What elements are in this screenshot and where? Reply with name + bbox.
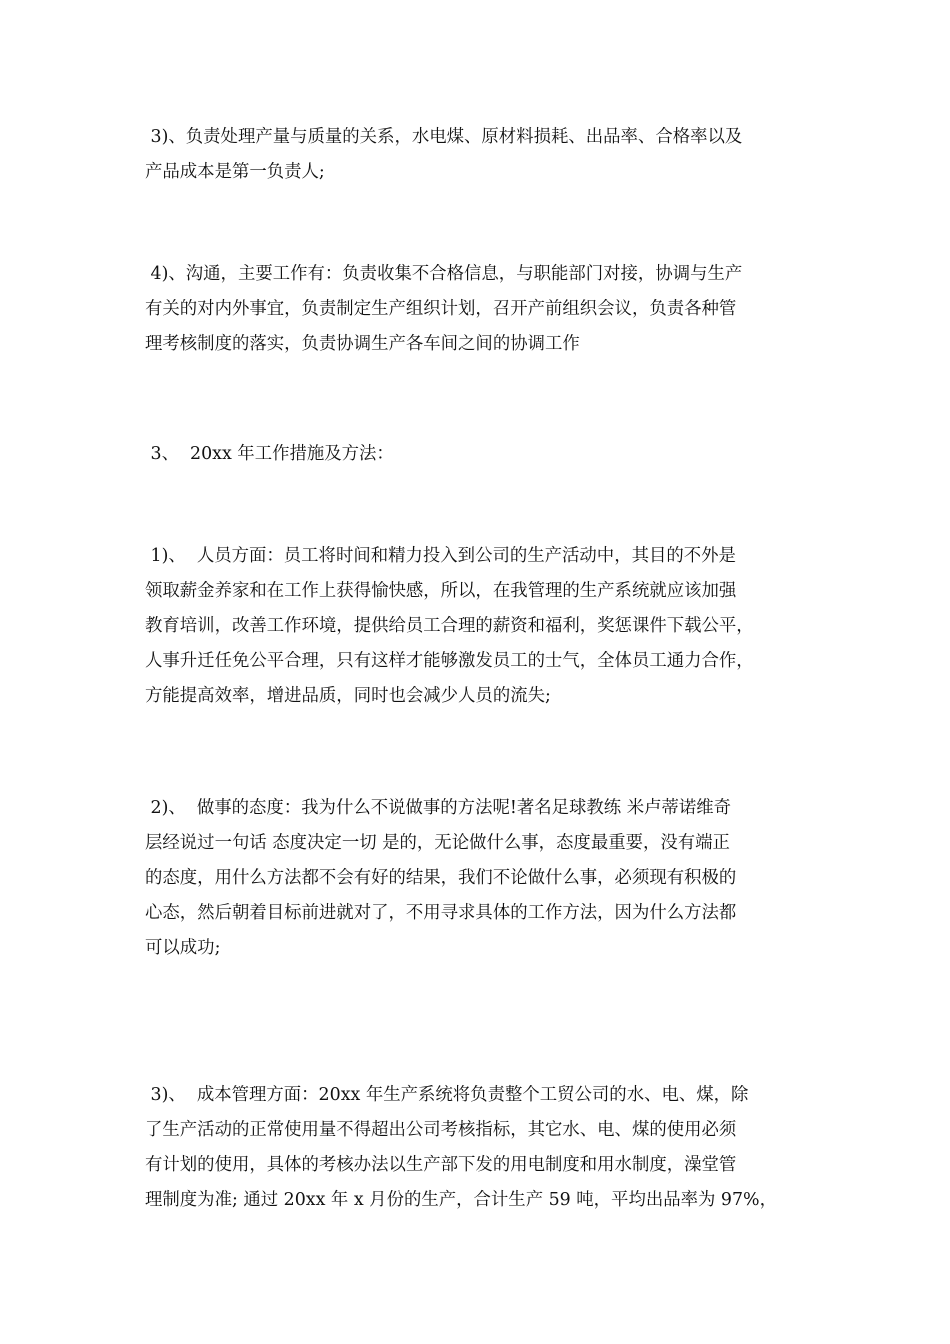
paragraph-4-communication [145,257,815,362]
text-line: 理制度为准; 通过 20xx 年 x 月份的生产，合计生产 59 吨，平均出品率为 97%， [145,1190,777,1210]
text-line: 产品成本是第一负责人; [145,162,325,182]
text-line: 方能提高效率，增进品质，同时也会减少人员的流失; [145,686,551,706]
text-line: 1)、 人员方面：员工将时间和精力投入到公司的生产活动中，其目的不外是 [145,546,736,566]
text-line: 的态度，用什么方法都不会有好的结果，我们不论做什么事，必须现有积极的 [145,868,737,888]
text-line: 领取薪金养家和在工作上获得愉快感，所以，在我管理的生产系统就应该加强 [145,581,737,601]
heading-line: 3、 20xx 年工作措施及方法： [145,444,394,464]
text-line: 教育培训，改善工作环境，提供给员工合理的薪资和福利，奖惩课件下载公平， [145,616,754,636]
paragraph-3-responsibility [145,120,815,190]
text-line: 3)、 成本管理方面：20xx 年生产系统将负责整个工贸公司的水、电、煤，除 [145,1085,749,1105]
text-line: 有关的对内外事宜，负责制定生产组织计划，召开产前组织会议，负责各种管 [145,299,737,319]
text-line: 4)、沟通，主要工作有：负责收集不合格信息，与职能部门对接，协调与生产 [145,264,743,284]
text-line: 理考核制度的落实，负责协调生产各车间之间的协调工作 [145,334,580,354]
text-line: 2)、 做事的态度：我为什么不说做事的方法呢!著名足球教练 米卢蒂诺维奇 [145,798,732,818]
text-line: 可以成功; [145,938,221,958]
paragraph-2-attitude [145,791,815,966]
paragraph-1-personnel [145,539,815,714]
text-line: 人事升迁任免公平合理，只有这样才能够激发员工的士气，全体员工通力合作， [145,651,754,671]
text-line: 有计划的使用，具体的考核办法以生产部下发的用电制度和用水制度，澡堂管 [145,1155,737,1175]
text-line: 心态，然后朝着目标前进就对了，不用寻求具体的工作方法，因为什么方法都 [145,903,737,923]
paragraph-3-cost-management [145,1078,815,1218]
text-line: 了生产活动的正常使用量不得超出公司考核指标，其它水、电、煤的使用必须 [145,1120,737,1140]
section-heading-measures [145,437,815,472]
text-line: 3)、负责处理产量与质量的关系，水电煤、原材料损耗、出品率、合格率以及 [145,127,743,147]
text-line: 层经说过一句话 态度决定一切 是的，无论做什么事，态度最重要，没有端正 [145,833,730,853]
